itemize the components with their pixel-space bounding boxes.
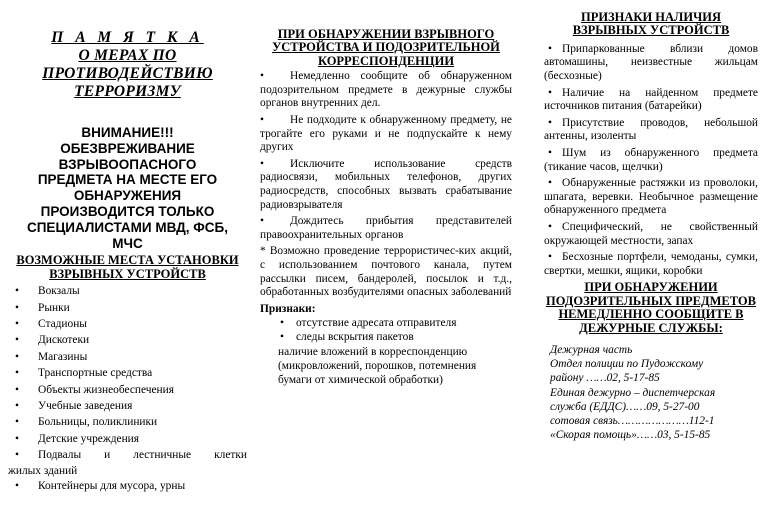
postal-note: * Возможно проведение террористичес-ких акций, с использованием почтового канала, путем рассылки писем, бандеролей, посылок и т.д., обработанных возбудителями опасных заболеваний (260, 245, 512, 299)
signs-heading (544, 11, 758, 38)
attention-warning (8, 125, 247, 251)
detection-list (260, 70, 512, 242)
list-item: • Дискотеки (8, 332, 247, 348)
list-item-text: • Подвалы и лестничные клетки (38, 449, 247, 462)
bullet-icon: • (260, 157, 264, 170)
attention-line: ОБЕЗВРЕЖИВАНИЕ (60, 140, 195, 156)
list-item-text: Бесхозные портфели, чемоданы, сумки, свертки, мешки, ящики, коробки (544, 251, 758, 277)
memo-title-line: ТЕРРОРИЗМУ (74, 83, 181, 100)
bullet-icon: • (260, 215, 264, 228)
list-item-text: Немедленно сообщите об обнаруженном подозрительном предмете в дежурные службы органов внутренних дел. (260, 70, 512, 110)
heading-line: НЕМЕДЛЕННО СООБЩИТЕ В (558, 307, 744, 322)
list-item-text: Обнаруженные растяжки из проволоки, шпагата, веревки. Необычное размещение обнаруженного предмета (544, 177, 758, 217)
list-item (8, 447, 247, 477)
places-list (8, 283, 247, 494)
list-item: • Объекты жизнеобеспечения (8, 382, 247, 398)
heading-line: ДЕЖУРНЫЕ СЛУЖБЫ: (579, 320, 723, 335)
attention-line: СПЕЦИАЛИСТАМИ МВД, ФСБ, (26, 219, 229, 235)
contact-line: сотовая связь…………………112-1 (550, 414, 715, 427)
bullet-icon: • (548, 251, 552, 264)
list-item: • Магазины (8, 349, 247, 365)
heading-line: КОРРЕСПОНДЕНЦИИ (317, 53, 455, 68)
list-item (544, 177, 758, 218)
memo-title (8, 29, 247, 101)
attention-line: ВЗРЫВООПАСНОГО (58, 156, 197, 172)
list-item (260, 70, 512, 111)
heading-line: УСТРОЙСТВА И ПОДОЗРИТЕЛЬНОЙ (272, 40, 500, 55)
bullet-icon: • (548, 86, 552, 99)
bullet-icon: • (260, 114, 264, 126)
places-heading (8, 254, 247, 281)
signs-list (260, 316, 512, 345)
list-item: • Детские учреждения (8, 431, 247, 447)
heading-line: ПРИЗНАКИ НАЛИЧИЯ (580, 10, 722, 24)
memo-title-line: ПРОТИВОДЕЙСТВИЮ (42, 65, 213, 82)
list-item (260, 114, 512, 155)
list-item: • отсутствие адресата отправителя (260, 316, 512, 331)
heading-line: ВЗРЫВНЫХ УСТРОЙСТВ (49, 266, 206, 281)
bullet-icon: • (548, 146, 552, 159)
list-item: • Вокзалы (8, 283, 247, 299)
signs-tail: наличие вложений в корреспонденцию (микровложений, порошков, потемнения бумаги от химической обработки) (278, 345, 477, 386)
attention-line: ОБНАРУЖЕНИЯ (73, 188, 182, 204)
contact-line: служба (ЕДДС)……09, 5-27-00 (550, 400, 700, 413)
heading-line: ПРИ ОБНАРУЖЕНИИ ВЗРЫВНОГО (277, 27, 495, 41)
attention-line: ПРОИЗВОДИТСЯ ТОЛЬКО (40, 203, 215, 219)
list-item-text: Исключите использование средств радиосвязи, мобильных телефонов, других радиосредств, способных вызвать срабатывание радиовзрывателя (260, 157, 512, 211)
bullet-icon: • (260, 70, 264, 83)
heading-line: ВОЗМОЖНЫЕ МЕСТА УСТАНОВКИ (16, 253, 239, 268)
heading-line: ПРИ ОБНАРУЖЕНИИ (584, 280, 718, 295)
list-item-text: Присутствие проводов, небольшой антенны, изоленты (544, 116, 758, 143)
report-heading (544, 281, 758, 335)
heading-line: ВЗРЫВНЫХ УСТРОЙСТВ (572, 23, 730, 38)
list-item (544, 221, 758, 248)
list-item (544, 147, 758, 174)
list-item: • следы вскрытия пакетов (260, 330, 512, 345)
bullet-icon: • (548, 42, 552, 55)
contact-line: Единая дежурно – диспетчерская (550, 386, 716, 399)
list-item-text: Шум из обнаруженного предмета (тикание часов, щелчки) (544, 146, 758, 173)
list-item: • Транспортные средства (8, 365, 247, 381)
list-item-text: Припаркованные вблизи домов автомашины, неизвестные жильцам (бесхозные) (544, 42, 758, 82)
list-item-text: жилых зданий (8, 464, 78, 477)
contact-line: Дежурная часть (550, 343, 633, 356)
signs-of-device-list (544, 43, 758, 279)
bullet-icon: • (548, 177, 552, 190)
list-item: • Стадионы (8, 316, 247, 332)
memo-title-line: П А М Я Т К А (51, 29, 204, 46)
list-item (544, 87, 758, 114)
attention-line: МЧС (112, 235, 143, 251)
contact-line: «Скорая помощь»……03, 5-15-85 (550, 429, 711, 442)
heading-line: ПОДОЗРИТЕЛЬНЫХ ПРЕДМЕТОВ (545, 293, 756, 308)
attention-line: ПРЕДМЕТА НА МЕСТЕ ЕГО (37, 172, 218, 188)
bullet-icon: • (548, 116, 552, 129)
list-item (544, 117, 758, 144)
detection-heading (260, 28, 512, 68)
list-item-text: Дождитесь прибытия представителей правоохранительных органов (260, 215, 512, 241)
contact-line: Отдел полиции по Пудожскому (550, 358, 704, 371)
list-item: • Учебные заведения (8, 398, 247, 414)
column-memo (0, 0, 250, 494)
list-item: • Рынки (8, 300, 247, 316)
list-item: • Контейнеры для мусора, урны (8, 478, 247, 494)
contacts-block (544, 343, 758, 442)
list-item-text: Специфический, не свойственный окружающей местности, запах (544, 220, 758, 247)
list-item: • Больницы, поликлиники (8, 414, 247, 430)
list-item (544, 251, 758, 278)
list-item-text: Наличие на найденном предмете источников питания (батарейки) (544, 86, 758, 113)
memo-title-line: О МЕРАХ ПО (78, 47, 177, 64)
signs-label: Признаки: (260, 302, 316, 315)
list-item (260, 215, 512, 242)
attention-line: ВНИМАНИЕ!!! (81, 125, 174, 140)
list-item (544, 43, 758, 84)
column-signs (540, 0, 762, 442)
list-item-text: Не подходите к обнаруженному предмету, не трогайте его руками и не подпускайте к нему других (260, 114, 512, 154)
bullet-icon: • (548, 220, 552, 233)
contact-line: району ……02, 5-17-85 (550, 372, 660, 385)
column-detection (256, 0, 518, 387)
list-item (260, 158, 512, 212)
